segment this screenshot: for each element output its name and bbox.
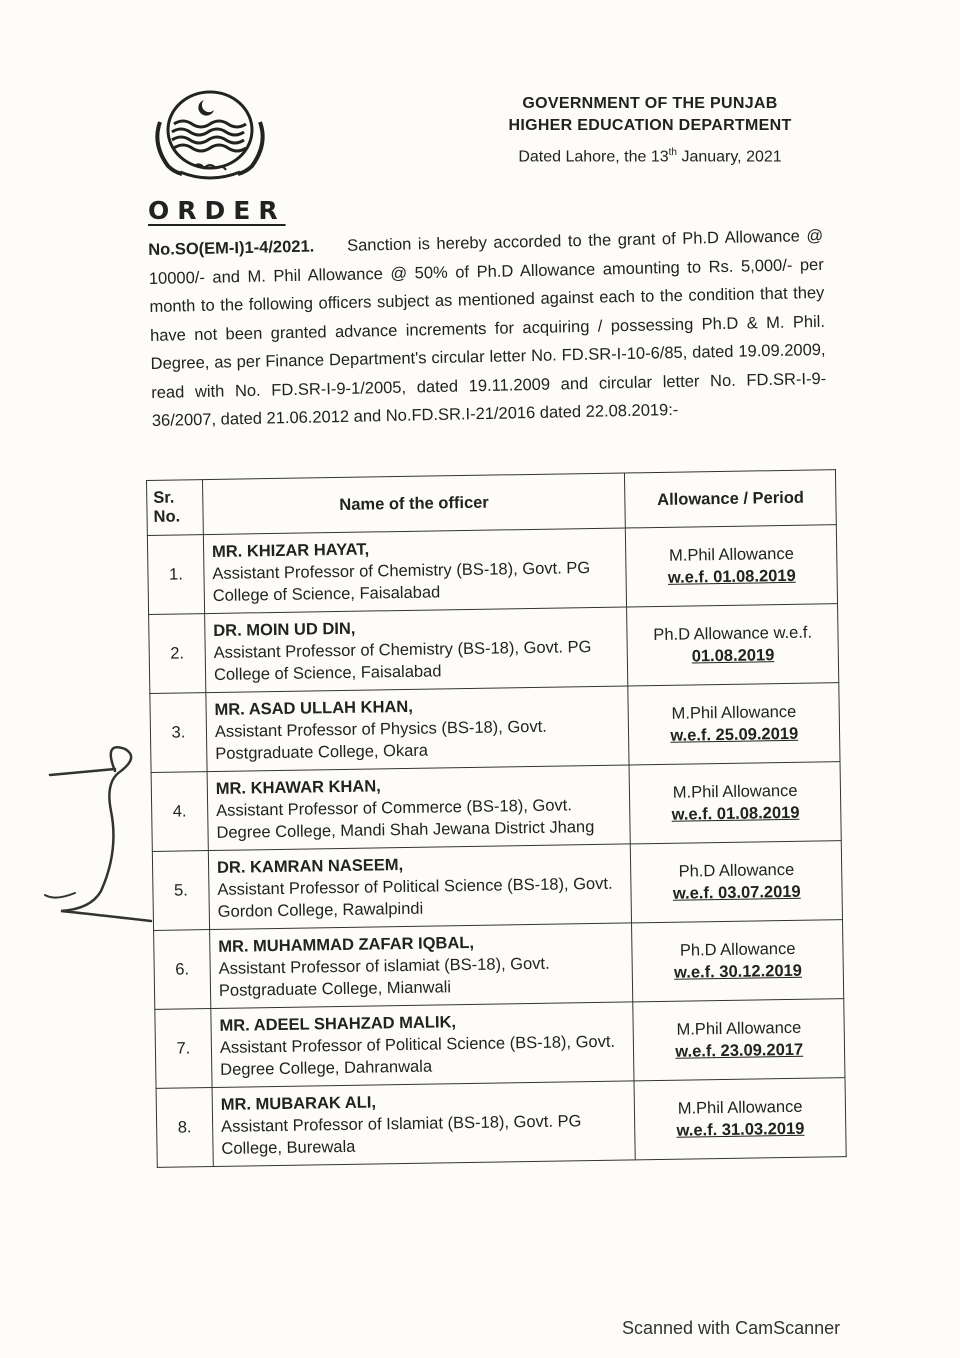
header-sr-no: Sr. No.: [147, 480, 204, 536]
officer-name: MR. ADEEL SHAHZAD MALIK,: [219, 1013, 457, 1035]
allowance-type: Ph.D Allowance: [678, 860, 795, 881]
table-row: [147, 525, 837, 615]
officer-name: MR. MUBARAK ALI,: [220, 1093, 377, 1114]
officer-name: MR. ASAD ULLAH KHAN,: [214, 697, 413, 719]
sr-number: 8.: [156, 1088, 213, 1168]
wef-date: w.e.f. 25.09.2019: [670, 724, 799, 745]
officer-designation: Assistant Professor of islamiat (BS-18), Govt. Postgraduate College, Mianwali: [218, 954, 550, 1000]
sr-number: 4.: [151, 772, 208, 852]
officer-designation: Assistant Professor of Political Science (BS-18), Govt. Gordon College, Rawalpindi: [217, 874, 613, 921]
officer-name: DR. KAMRAN NASEEM,: [216, 856, 404, 877]
wef-date: w.e.f. 30.12.2019: [673, 961, 803, 982]
table-row: [150, 683, 840, 773]
government-title: GOVERNMENT OF THE PUNJAB: [522, 95, 778, 112]
wef-date: w.e.f. 23.09.2017: [675, 1040, 804, 1061]
officer-designation: Assistant Professor of Political Science (BS-18), Govt. Degree College, Dahranwala: [219, 1032, 616, 1079]
allowance-type: Ph.D Allowance: [679, 939, 796, 960]
officer-name: MR. MUHAMMAD ZAFAR IQBAL,: [218, 933, 475, 956]
table-row: [152, 841, 842, 931]
order-number: No.SO(EM-I)1-4/2021.: [148, 237, 315, 259]
table-row: [156, 1078, 846, 1168]
wef-date: w.e.f. 03.07.2019: [672, 882, 801, 903]
officer-name: MR. KHAWAR KHAN,: [215, 777, 381, 798]
sr-number: 3.: [150, 693, 207, 773]
allowance-cell: [626, 525, 838, 607]
punjab-emblem-icon: [150, 86, 270, 186]
officer-cell: [208, 844, 632, 930]
allowance-type: M.Phil Allowance: [672, 781, 798, 802]
allowance-cell: [627, 604, 839, 686]
officer-designation: Assistant Professor of Chemistry (BS-18), Govt. PG College of Science, Faisalabad: [212, 559, 591, 605]
allowance-cell: [631, 841, 843, 923]
allowance-type: Ph.D Allowance w.e.f.: [653, 623, 813, 645]
header-allowance-period: Allowance / Period: [625, 470, 836, 528]
officers-table: [146, 469, 847, 1168]
officer-cell: [210, 923, 634, 1009]
officer-cell: [203, 528, 627, 614]
officer-name: MR. KHIZAR HAYAT,: [211, 540, 370, 561]
allowance-cell: [628, 683, 840, 765]
officer-name: DR. MOIN UD DIN,: [213, 619, 356, 640]
scanner-watermark: Scanned with CamScanner: [622, 1318, 841, 1338]
wef-date: w.e.f. 01.08.2019: [671, 803, 800, 824]
signature-icon: [30, 735, 160, 925]
order-paragraph: [148, 222, 827, 436]
allowance-cell: [633, 999, 845, 1081]
sr-number: 2.: [149, 614, 206, 694]
table-row: [155, 999, 845, 1089]
officer-designation: Assistant Professor of Islamiat (BS-18), Govt. PG College, Burewala: [220, 1112, 582, 1158]
officer-cell: [205, 607, 629, 693]
officer-designation: Assistant Professor of Chemistry (BS-18), Govt. PG College of Science, Faisalabad: [213, 638, 592, 684]
sr-number: 6.: [154, 930, 211, 1010]
order-body: Sanction is hereby accorded to the grant of Ph.D Allowance @ 10000/- and M. Phil Allowance @ 50% of Ph.D Allowance amounting to Rs. 5,000/- per month to the following officers subject as mentioned against each to the condition that they have not been granted advance increments for acquiring / possessing Ph.D & M. Phil. Degree, as per Finance Department's circular letter No. FD.SR-I-10-6/85, dated 19.09.2009, read with No. FD.SR-I-9-1/2005, dated 19.11.2009 and circular letter No. FD.SR-I-9-36/2007, dated 21.06.2012 and No.FD.SR.I-21/2016 dated 22.08.2019:-: [148, 226, 827, 430]
table-row: [154, 920, 844, 1010]
allowance-cell: [629, 762, 841, 844]
officer-cell: [211, 1002, 635, 1088]
allowance-type: M.Phil Allowance: [677, 1097, 803, 1118]
officer-cell: [212, 1081, 636, 1167]
allowance-type: M.Phil Allowance: [671, 702, 797, 723]
sr-number: 7.: [155, 1009, 212, 1089]
sr-number: 1.: [147, 535, 204, 615]
table-row: [151, 762, 841, 852]
officer-designation: Assistant Professor of Commerce (BS-18), Govt. Degree College, Mandi Shah Jewana District Jhang: [216, 796, 595, 842]
sr-number: 5.: [152, 851, 209, 931]
department-title: HIGHER EDUCATION DEPARTMENT: [508, 117, 792, 134]
letterhead: [480, 93, 820, 166]
table-row: [149, 604, 839, 694]
allowance-type: M.Phil Allowance: [668, 544, 794, 565]
allowance-type: M.Phil Allowance: [676, 1018, 802, 1039]
officer-designation: Assistant Professor of Physics (BS-18), Govt. Postgraduate College, Okara: [214, 717, 547, 763]
header-officer-name: Name of the officer: [202, 473, 625, 535]
officer-cell: [206, 686, 630, 772]
wef-date: w.e.f. 31.03.2019: [676, 1119, 805, 1140]
allowance-cell: [632, 920, 844, 1002]
wef-date: w.e.f. 01.08.2019: [667, 566, 796, 587]
dated-line: Dated Lahore, the 13th January, 2021: [518, 147, 782, 166]
order-title: ORDER: [148, 196, 286, 225]
officer-cell: [207, 765, 631, 851]
allowance-cell: [634, 1078, 846, 1160]
wef-date: 01.08.2019: [691, 646, 775, 666]
